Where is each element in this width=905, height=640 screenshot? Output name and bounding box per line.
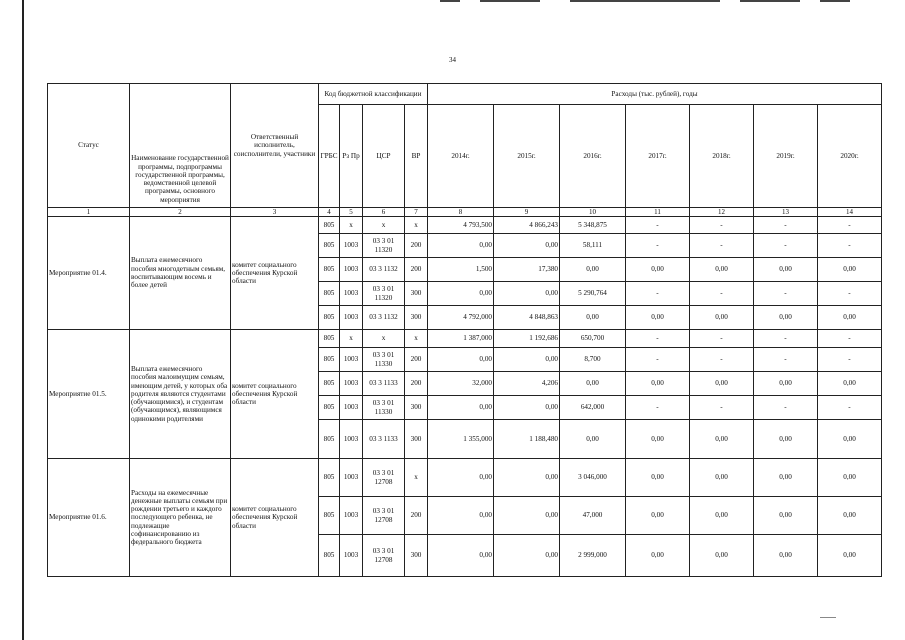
expense-value-cell: 0,00	[428, 497, 494, 535]
column-number: 1	[48, 208, 130, 217]
expense-value-cell: 4 793,500	[428, 217, 494, 234]
rzpr-cell: 1003	[340, 420, 363, 459]
vr-cell: х	[405, 459, 428, 497]
expense-value-cell: 1,500	[428, 258, 494, 282]
expense-value-cell: 1 192,686	[494, 330, 560, 348]
header-year: 2015г.	[494, 105, 560, 208]
expense-value-cell: 0,00	[818, 372, 882, 396]
header-year: 2014г.	[428, 105, 494, 208]
grbs-cell: 805	[319, 372, 340, 396]
column-number: 10	[560, 208, 626, 217]
column-number: 3	[231, 208, 319, 217]
expense-value-cell: 0,00	[754, 497, 818, 535]
expense-value-cell: 0,00	[818, 306, 882, 330]
column-number: 5	[340, 208, 363, 217]
vr-cell: 200	[405, 348, 428, 372]
expense-value-cell: 0,00	[626, 497, 690, 535]
program-name-cell: Расходы на ежемесячные денежные выплаты семьям при рождении третьего и каждого последующего ребенка, не подлежащие софинансированию из федерального бюджета	[130, 459, 231, 577]
header-csr: ЦСР	[363, 105, 405, 208]
grbs-cell: 805	[319, 306, 340, 330]
expense-value-cell: -	[818, 282, 882, 306]
csr-cell: х	[363, 217, 405, 234]
expense-value-cell: 0,00	[560, 420, 626, 459]
program-name-cell: Выплата ежемесячного пособия малоимущим семьям, имеющим детей, у которых оба родителя являются студентами (обучающимися), и студентам (обучающимся), являющимся одинокими родителями	[130, 330, 231, 459]
expense-value-cell: 0,00	[428, 282, 494, 306]
expense-value-cell: -	[626, 282, 690, 306]
column-number: 13	[754, 208, 818, 217]
expense-value-cell: -	[626, 217, 690, 234]
csr-cell: 03 3 01 11320	[363, 282, 405, 306]
vr-cell: х	[405, 330, 428, 348]
header-year: 2019г.	[754, 105, 818, 208]
column-number-row	[48, 208, 882, 217]
grbs-cell: 805	[319, 217, 340, 234]
expense-value-cell: 0,00	[494, 497, 560, 535]
expense-value-cell: -	[818, 234, 882, 258]
expense-value-cell: 0,00	[690, 535, 754, 577]
rzpr-cell: 1003	[340, 535, 363, 577]
column-number: 14	[818, 208, 882, 217]
expense-value-cell: 4 792,000	[428, 306, 494, 330]
expense-value-cell: -	[626, 348, 690, 372]
rzpr-cell: 1003	[340, 372, 363, 396]
expense-value-cell: 0,00	[626, 420, 690, 459]
expense-value-cell: 0,00	[818, 497, 882, 535]
expense-value-cell: 0,00	[428, 459, 494, 497]
expense-value-cell: 0,00	[818, 535, 882, 577]
header-executor: Ответственный исполнитель, соисполнители, участники	[231, 84, 319, 208]
expense-value-cell: -	[626, 234, 690, 258]
expense-value-cell: 0,00	[494, 396, 560, 420]
expense-value-cell: 1 188,480	[494, 420, 560, 459]
vr-cell: 300	[405, 396, 428, 420]
rzpr-cell: 1003	[340, 306, 363, 330]
csr-cell: х	[363, 330, 405, 348]
expense-value-cell: 17,380	[494, 258, 560, 282]
expense-value-cell: -	[818, 348, 882, 372]
column-number: 12	[690, 208, 754, 217]
column-number: 7	[405, 208, 428, 217]
expense-value-cell: 0,00	[754, 459, 818, 497]
expense-value-cell: -	[818, 396, 882, 420]
expense-value-cell: 0,00	[690, 497, 754, 535]
expense-value-cell: 0,00	[560, 306, 626, 330]
csr-cell: 03 3 01 11330	[363, 348, 405, 372]
csr-cell: 03 3 01 12708	[363, 535, 405, 577]
header-budget-code: Код бюджетной классификации	[319, 84, 428, 105]
expense-value-cell: 58,111	[560, 234, 626, 258]
header-status: Статус	[48, 84, 130, 208]
expense-value-cell: 0,00	[754, 420, 818, 459]
rzpr-cell: 1003	[340, 258, 363, 282]
expense-value-cell: 0,00	[494, 234, 560, 258]
grbs-cell: 805	[319, 234, 340, 258]
expense-value-cell: -	[690, 396, 754, 420]
expense-value-cell: 0,00	[690, 258, 754, 282]
vr-cell: 300	[405, 535, 428, 577]
expense-value-cell: 0,00	[818, 420, 882, 459]
rzpr-cell: 1003	[340, 497, 363, 535]
header-rzpr: Рз Пр	[340, 105, 363, 208]
grbs-cell: 805	[319, 282, 340, 306]
status-cell: Мероприятие 01.6.	[48, 459, 130, 577]
expense-value-cell: 5 290,764	[560, 282, 626, 306]
expense-value-cell: -	[690, 217, 754, 234]
rzpr-cell: 1003	[340, 459, 363, 497]
grbs-cell: 805	[319, 396, 340, 420]
expense-value-cell: 8,700	[560, 348, 626, 372]
rzpr-cell: 1003	[340, 234, 363, 258]
header-year: 2020г.	[818, 105, 882, 208]
expense-value-cell: 0,00	[690, 420, 754, 459]
expense-value-cell: 0,00	[428, 535, 494, 577]
vr-cell: 200	[405, 372, 428, 396]
expense-value-cell: 0,00	[754, 258, 818, 282]
expense-value-cell: 0,00	[626, 459, 690, 497]
expense-value-cell: 642,000	[560, 396, 626, 420]
header-name: Наименование государственной программы, подпрограммы государственной программы, ведомственной целевой программы, основного мероприятия	[130, 84, 231, 208]
status-cell: Мероприятие 01.5.	[48, 330, 130, 459]
page-edge-line	[22, 0, 24, 640]
csr-cell: 03 3 01 11330	[363, 396, 405, 420]
expense-value-cell: 3 046,000	[560, 459, 626, 497]
table-row	[48, 330, 882, 348]
grbs-cell: 805	[319, 348, 340, 372]
vr-cell: 300	[405, 306, 428, 330]
expense-value-cell: 4,206	[494, 372, 560, 396]
column-number: 4	[319, 208, 340, 217]
expense-value-cell: 0,00	[428, 234, 494, 258]
expense-value-cell: -	[818, 330, 882, 348]
expense-value-cell: 1 355,000	[428, 420, 494, 459]
grbs-cell: 805	[319, 420, 340, 459]
expense-value-cell: 0,00	[754, 535, 818, 577]
csr-cell: 03 3 01 12708	[363, 459, 405, 497]
executor-cell: комитет социального обеспечения Курской области	[231, 217, 319, 330]
expense-value-cell: 0,00	[494, 535, 560, 577]
expense-value-cell: -	[754, 217, 818, 234]
expense-value-cell: 0,00	[690, 459, 754, 497]
rzpr-cell: х	[340, 330, 363, 348]
expense-value-cell: -	[754, 282, 818, 306]
expense-value-cell: 2 999,000	[560, 535, 626, 577]
expense-value-cell: 0,00	[690, 306, 754, 330]
expense-value-cell: 5 348,875	[560, 217, 626, 234]
expense-value-cell: 0,00	[818, 459, 882, 497]
csr-cell: 03 3 01 12708	[363, 497, 405, 535]
header-year: 2017г.	[626, 105, 690, 208]
expense-value-cell: 0,00	[560, 372, 626, 396]
column-number: 8	[428, 208, 494, 217]
header-year: 2018г.	[690, 105, 754, 208]
expense-value-cell: 0,00	[560, 258, 626, 282]
csr-cell: 03 3 1132	[363, 306, 405, 330]
csr-cell: 03 3 1133	[363, 420, 405, 459]
expense-value-cell: -	[818, 217, 882, 234]
column-number: 11	[626, 208, 690, 217]
vr-cell: 200	[405, 234, 428, 258]
top-scan-marks	[440, 0, 900, 3]
expense-value-cell: 0,00	[494, 459, 560, 497]
expense-value-cell: 0,00	[626, 258, 690, 282]
expense-value-cell: 0,00	[494, 348, 560, 372]
expense-value-cell: -	[626, 396, 690, 420]
grbs-cell: 805	[319, 330, 340, 348]
expense-value-cell: -	[690, 234, 754, 258]
executor-cell: комитет социального обеспечения Курской области	[231, 459, 319, 577]
expense-value-cell: 0,00	[494, 282, 560, 306]
expense-value-cell: -	[690, 348, 754, 372]
grbs-cell: 805	[319, 535, 340, 577]
expense-value-cell: -	[690, 330, 754, 348]
grbs-cell: 805	[319, 258, 340, 282]
expense-value-cell: -	[754, 348, 818, 372]
program-name-cell: Выплата ежемесячного пособия многодетным семьям, воспитывающим восемь и более детей	[130, 217, 231, 330]
expense-value-cell: 0,00	[818, 258, 882, 282]
grbs-cell: 805	[319, 497, 340, 535]
expense-value-cell: -	[754, 396, 818, 420]
expense-value-cell: 4 848,863	[494, 306, 560, 330]
rzpr-cell: 1003	[340, 396, 363, 420]
expense-value-cell: 0,00	[626, 372, 690, 396]
csr-cell: 03 3 01 11320	[363, 234, 405, 258]
header-year: 2016г.	[560, 105, 626, 208]
expense-value-cell: 32,000	[428, 372, 494, 396]
expense-value-cell: 0,00	[754, 306, 818, 330]
vr-cell: 200	[405, 497, 428, 535]
header-vr: ВР	[405, 105, 428, 208]
expense-value-cell: -	[626, 330, 690, 348]
rzpr-cell: 1003	[340, 348, 363, 372]
page-number: 34	[449, 56, 456, 64]
column-number: 2	[130, 208, 231, 217]
expense-value-cell: -	[690, 282, 754, 306]
expense-value-cell: 0,00	[428, 396, 494, 420]
column-number: 9	[494, 208, 560, 217]
scan-mark	[820, 617, 836, 618]
status-cell: Мероприятие 01.4.	[48, 217, 130, 330]
expense-value-cell: 1 387,000	[428, 330, 494, 348]
expense-value-cell: 0,00	[690, 372, 754, 396]
vr-cell: х	[405, 217, 428, 234]
grbs-cell: 805	[319, 459, 340, 497]
header-grbs: ГРБС	[319, 105, 340, 208]
csr-cell: 03 3 1132	[363, 258, 405, 282]
expense-value-cell: -	[754, 330, 818, 348]
column-number: 6	[363, 208, 405, 217]
table-row	[48, 217, 882, 234]
vr-cell: 300	[405, 420, 428, 459]
expense-value-cell: 0,00	[626, 306, 690, 330]
vr-cell: 300	[405, 282, 428, 306]
rzpr-cell: 1003	[340, 282, 363, 306]
executor-cell: комитет социального обеспечения Курской области	[231, 330, 319, 459]
expense-value-cell: 650,700	[560, 330, 626, 348]
vr-cell: 200	[405, 258, 428, 282]
expense-value-cell: 0,00	[626, 535, 690, 577]
expense-value-cell: 4 866,243	[494, 217, 560, 234]
expense-value-cell: 0,00	[754, 372, 818, 396]
expense-value-cell: 0,00	[428, 348, 494, 372]
csr-cell: 03 3 1133	[363, 372, 405, 396]
header-expenses: Расходы (тыс. рублей), годы	[428, 84, 882, 105]
expense-value-cell: 47,000	[560, 497, 626, 535]
table-row	[48, 459, 882, 497]
expense-value-cell: -	[754, 234, 818, 258]
budget-table	[47, 83, 882, 577]
rzpr-cell: х	[340, 217, 363, 234]
